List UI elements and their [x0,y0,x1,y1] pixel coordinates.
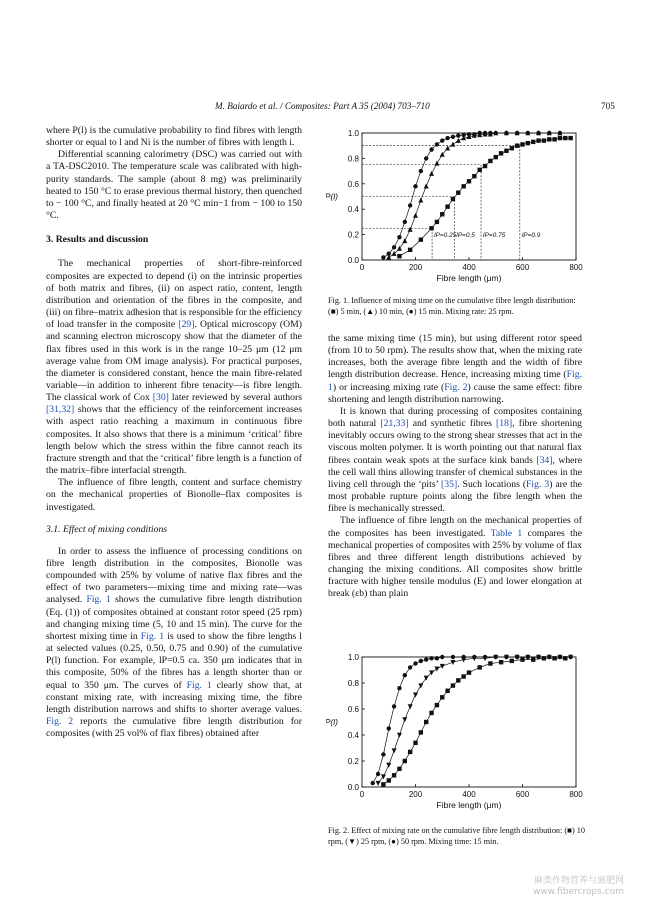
page-number: 705 [601,101,615,111]
data-point [552,137,556,141]
data-point [499,151,503,155]
x-tick-label: 600 [515,790,530,799]
data-point [445,204,449,208]
y-axis-label: P(l) [326,191,338,202]
data-point [483,164,487,168]
data-point [451,655,455,659]
data-point [440,138,444,142]
figure-1-chart [326,124,588,294]
data-point [488,661,492,665]
figure-2-chart [326,650,588,810]
data-point [429,656,433,660]
data-point [563,656,567,660]
data-point [542,656,546,660]
data-point [563,136,567,140]
data-point [397,733,402,738]
y-tick-label: 0.8 [347,154,359,164]
data-point [531,140,535,144]
y-tick-label: 0.2 [347,757,359,766]
paragraph-table: The influence of fibre length on the mechanical properties of the composites has been investigated. Table 1 compares the mechanical properties of composites with 25% by volume of flax fibres and three different length distributions achieved by changing the mixing conditions. All composites show brittle fracture with higher tensile modulus (E) and lower elongation at break (εb) than plain [328,515,582,600]
data-point [440,695,444,699]
data-point [435,220,439,224]
data-point [424,184,429,189]
right-column [328,333,582,600]
y-tick-label: 0.6 [347,705,359,714]
data-point [408,665,412,669]
data-point [392,245,396,249]
series-line [383,658,565,784]
data-point [429,226,433,230]
data-point [424,657,428,661]
data-point [403,759,407,763]
x-axis-label: Fibre length (μm) [436,800,502,810]
paragraph-continued: the same mixing time (15 min), but using different rotor speed (from 10 to 50 rpm). The results show that, when the mixing rate increases, both the average fibre length and the width of fibre length distribution decrease. Hence, increasing mixing time (Fig. 1) or increasing mixing rate (Fig. 2) cause the same effect: fibre shortening and length distribution narrowing. [328,333,582,405]
data-point [445,136,449,140]
data-point [381,782,385,786]
data-point [461,674,465,678]
data-point [451,683,455,687]
data-point [456,678,460,682]
data-point [429,171,434,176]
figure-1-link[interactable]: Fig. 1 [186,679,212,691]
data-point [558,136,562,140]
data-point [478,168,482,172]
citation-31-32[interactable]: [31,32] [46,404,75,416]
data-point [435,142,439,146]
series-line [378,657,571,783]
data-point [403,673,407,677]
citation-30[interactable]: [30] [152,392,169,404]
data-point [413,213,418,218]
figure-2-link[interactable]: Fig. 2 [444,381,468,393]
section-heading: 3. Results and discussion [46,234,149,246]
data-point [397,235,401,239]
watermark [533,876,624,898]
annotation-label: lP=0.5 [456,232,475,240]
data-point [472,174,476,178]
annotation-label: lP=0.9 [521,232,541,240]
x-tick-label: 200 [408,790,423,799]
data-point [467,670,471,674]
paragraph-mixing: In order to assess the influence of processing conditions on fibre length distribution in the composites, Bionolle was compounded with 25% by volume of native flax fibres and the effect of two parameters—mixing time and mixing rate—was analysed. Fig. 1 shows the cumulative fibre length distribution (Eq. (1)) of composites obtained at constant rotor speed (25 rpm) and changing mixing time (5, 10 and 15 min). The curve for the shortest mixing time in Fig. 1 is used to show the fibre lengths l at selected values (0.25, 0.50, 0.75 and 0.90) of the cumulative P(l) function. For example, lP=0.5 ca. 350 μm indicates that in this composite, 50% of the fibres has a length shorter than or equal to 350 μm. The curves of Fig. 1 clearly show that, at constant mixing rate, with increasing mixing time, the fibre length distribution narrows and shifts to shorter average values. Fig. 2 reports the cumulative fibre length distribution for composites (with 25 vol% of flax fibres) obtained after [46,545,302,740]
x-tick-label: 0 [359,263,365,272]
data-point [429,147,433,151]
data-point [520,657,524,661]
y-tick-label: 1.0 [347,653,359,662]
data-point [435,703,439,707]
y-tick-label: 0.4 [347,205,359,215]
data-point [386,763,391,768]
data-point [419,730,423,734]
data-point [403,220,407,224]
data-point [531,657,535,661]
data-point [397,767,401,771]
data-point [413,741,417,745]
data-point [397,254,401,258]
y-tick-label: 0.4 [347,731,359,740]
data-point [552,656,556,660]
data-point [520,142,524,146]
x-axis-label: Fibre length (μm) [436,273,502,283]
data-point [408,203,412,207]
data-point [445,689,449,693]
data-point [408,750,412,754]
data-point [440,664,445,669]
data-point [440,655,444,659]
data-point [494,155,498,159]
data-point [386,255,391,260]
annotation-label: lP=0.25 [434,232,457,240]
data-point [435,656,439,660]
annotation-label: lP=0.75 [483,232,506,240]
data-point [387,778,391,782]
figure-3-link[interactable]: Fig. 3 [526,478,550,490]
figure-2 [326,650,588,810]
data-point [419,659,423,663]
data-point [504,149,508,153]
x-tick-label: 0 [359,790,365,799]
paragraph-dsc: Differential scanning calorimetry (DSC) was carried out with a TA-DSC2010. The temperature scale was calibrated with high-purity standards. The sample (about 8 mg) was preliminarily heated to 150 °C to erase previous thermal history, then quenched to − 100 °C, and finally heated at 20 °C min−1 from − 100 to 150 °C. [46,149,302,222]
data-point [451,135,455,139]
citation-29[interactable]: [29] [178,319,195,331]
citation-21-33[interactable]: [21,33] [380,418,409,430]
data-point [376,781,381,786]
x-tick-label: 400 [462,790,476,799]
data-point [392,773,396,777]
data-point [536,138,540,142]
paragraph-intro: where P(l) is the cumulative probability to find fibres with length shorter or equal to l and Ni is the number of fibres with length i. [46,125,302,149]
paragraph-mechanical: The mechanical properties of short-fibre-reinforced composites are expected to depend (i) on the intrinsic properties of both matrix and fibres, (ii) on aspect ratio, content, length distribution and orientation of the fibres in the composite, and (iii) on fibre–matrix adhesion that is responsible for the efficiency of load transfer in the composite [29]. Optical microscopy (OM) and scanning electron microscopy show that the diameter of the flax fibres used in this work is in the range 10–25 μm (12 μm average value from OM image analysis). For practical purposes, the diameter is considered constant, hence the main fibre-related variable—in addition to inherent fibre tenacity—is fibre length. The classical work of Cox [30] later reviewed by several authors [31,32] shows that the efficiency of the reinforcement increases with aspect ratio reaching a maximum in continuous fibre composites. It also shows that there is a minimum ‘critical’ fibre length below which the stress within the fibre cannot reach its fracture strength and that the ‘critical’ fibre length is a function of the matrix–fibre interfacial strength. [46,258,302,477]
data-point [467,179,471,183]
plot-frame [362,657,576,787]
data-point [413,184,417,188]
y-axis-label: P(l) [326,717,338,727]
data-point [450,142,455,147]
x-tick-label: 400 [462,263,476,272]
data-point [408,248,412,252]
data-point [499,660,503,664]
data-point [413,661,417,665]
figure-1-link[interactable]: Fig. 1 [328,369,582,393]
data-point [376,772,380,776]
running-header [0,101,657,115]
data-point [456,190,460,194]
data-point [392,704,396,708]
data-point [434,667,439,672]
data-point [445,145,450,150]
data-point [424,720,428,724]
figure-1-caption: Fig. 1. Influence of mixing time on the cumulative fibre length distribution: (■) 5 min, (▲) 10 min, (●) 15 min. Mixing rate: 25 rpm. [328,296,576,316]
data-point [419,169,423,173]
data-point [461,184,465,188]
data-point [456,133,460,137]
paragraph-influence: The influence of fibre length, content and surface chemistry on the mechanical properties of Bionolle–flax composites is investigated. [46,477,302,513]
x-tick-label: 200 [408,263,423,272]
y-tick-label: 1.0 [347,129,359,138]
data-point [451,197,455,201]
data-point [434,161,439,166]
data-point [568,136,572,140]
figure-1 [326,124,588,294]
data-point [440,212,444,216]
paragraph-known: It is known that during processing of composites containing both natural [21,33] and synthetic fibres [18], fibre shortening inevitably occurs owing to the strong shear stresses that act in the viscous molten polymer. It is worth pointing out that natural flax fibres contain weak spots at the surface kink bands [34], where the cell wall thins allowing transfer of chemical substances in the living cell through the ‘pits’ [35]. Such locations (Fig. 3) are the most probable rupture points along the fibre length when the fibre is mechanically stressed. [328,405,583,515]
data-point [418,198,423,203]
data-point [478,665,482,669]
x-tick-label: 600 [515,263,530,272]
data-point [488,159,492,163]
data-point [402,238,407,243]
data-point [408,227,413,232]
data-point [392,748,397,753]
figure-1-link[interactable]: Fig. 1 [140,630,165,642]
y-tick-label: 0.2 [347,230,359,240]
y-tick-label: 0.0 [347,783,359,792]
data-point [424,156,428,160]
data-point [515,144,519,148]
citation-18[interactable]: [18] [496,418,513,430]
data-point [429,711,433,715]
data-point [547,137,551,141]
data-point [418,683,423,688]
citation-35[interactable]: [35] [441,478,458,490]
data-point [413,693,418,698]
data-point [381,255,385,259]
data-point [408,704,413,709]
table-1-link[interactable]: Table 1 [490,527,523,539]
y-tick-label: 0.8 [347,679,359,688]
data-point [381,752,385,756]
y-tick-label: 0.6 [347,179,359,189]
data-point [510,659,514,663]
y-tick-label: 0.0 [347,256,359,265]
figure-2-link[interactable]: Fig. 2 [46,716,74,728]
left-column [46,125,302,740]
data-point [456,138,461,143]
data-point [387,726,391,730]
data-point [419,237,423,241]
data-point [510,146,514,150]
citation-34[interactable]: [34] [536,454,553,466]
data-point [371,781,375,785]
data-point [402,717,407,722]
data-point [542,138,546,142]
x-tick-label: 800 [569,263,583,272]
watermark-line-2: www.fibercrops.com [533,887,624,897]
data-point [526,141,530,145]
subsection-heading: 3.1. Effect of mixing conditions [46,523,168,535]
running-head: M. Baiardo et al. / Composites: Part A 35 (2004) 703–710 [215,101,430,111]
figure-1-link[interactable]: Fig. 1 [86,594,111,606]
x-tick-label: 800 [569,790,583,799]
figure-2-caption: Fig. 2. Effect of mixing rate on the cumulative fibre length distribution: (■) 10 rpm, (▼) 25 rpm, (●) 50 rpm. Mixing time: 15 min. [328,826,585,846]
data-point [397,686,401,690]
watermark-line-1: 麻类作物营养与施肥网 [533,876,624,886]
